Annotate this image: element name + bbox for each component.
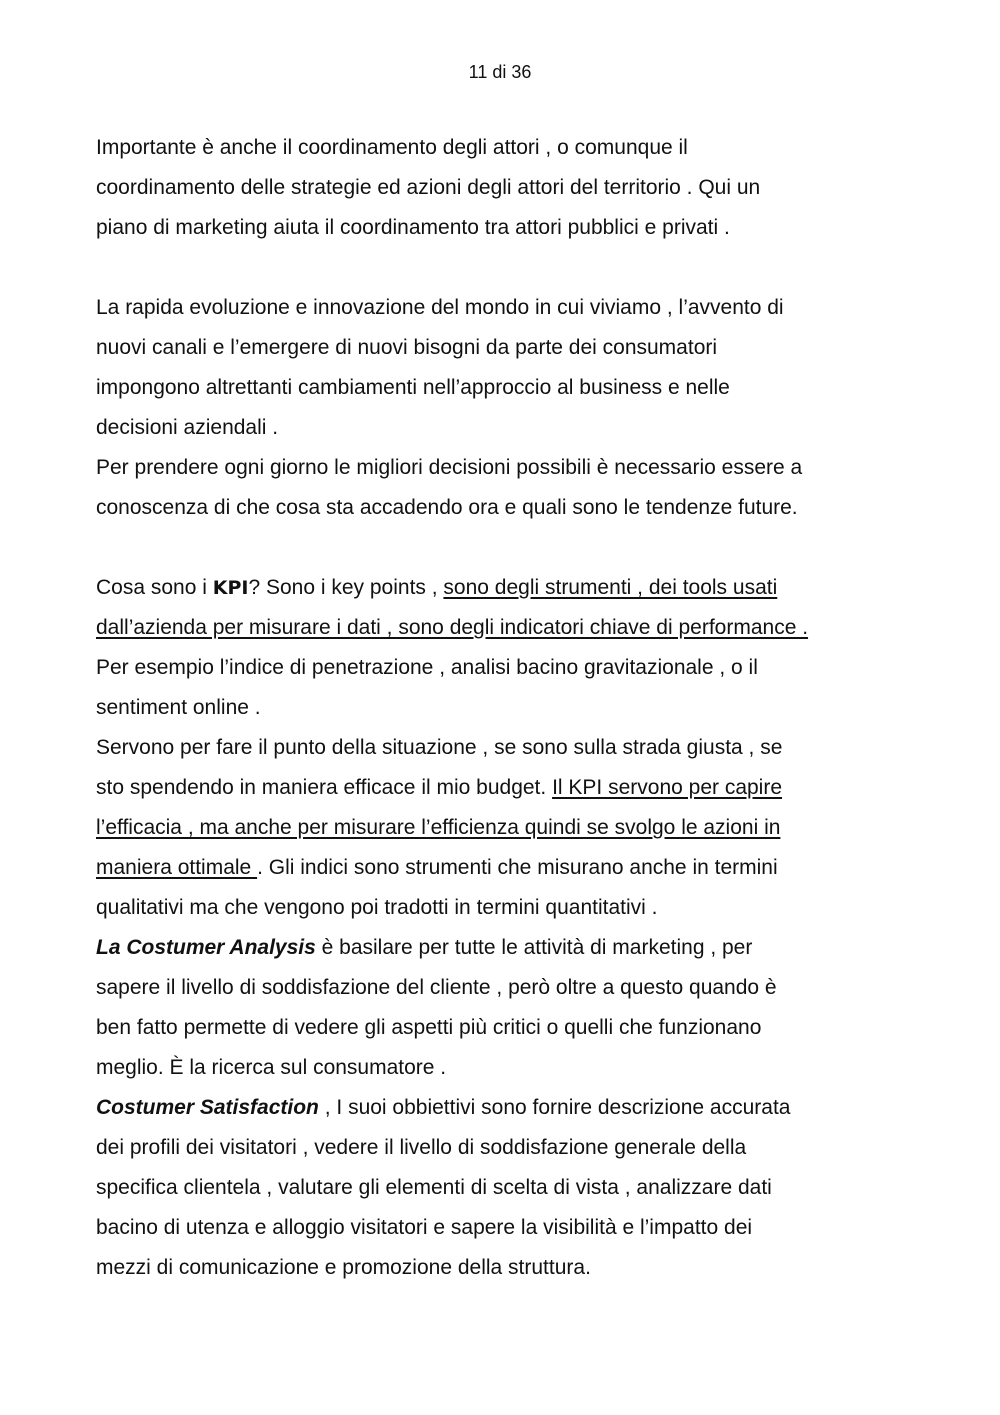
paragraph-evolution [96,288,916,448]
paragraph-coordination [96,128,916,248]
document-body [96,128,916,1288]
text-line: Importante è anche il coordinamento degli attori , o comunque il [96,136,688,159]
bold-italic-term: Costumer Satisfaction [96,1096,319,1119]
underlined-text: dall’azienda per misurare i dati , sono degli indicatori chiave di performance . [96,616,809,639]
text-segment: . Gli indici sono strumenti che misurano anche in termini [257,856,778,879]
underlined-text: maniera ottimale [96,856,258,879]
text-line: La rapida evoluzione e innovazione del mondo in cui viviamo , l’avvento di [96,296,784,319]
paragraph-decisions [96,448,916,528]
text-line: piano di marketing aiuta il coordinamento tra attori pubblici e privati . [96,216,730,239]
text-line: mezzi di comunicazione e promozione della struttura. [96,1256,591,1279]
paragraph-spacer [96,528,916,568]
underlined-text: Il KPI servono per capire [552,776,783,799]
text-line: decisioni aziendali . [96,416,279,439]
text-line: Servono per fare il punto della situazione , se sono sulla strada giusta , se [96,736,783,759]
underlined-text: l’efficacia , ma anche per misurare l’efficienza quindi se svolgo le azioni in [96,816,781,839]
text-line: ben fatto permette di vedere gli aspetti più critici o quelli che funzionano [96,1016,762,1039]
underlined-text: sono degli strumenti , dei tools usati [443,576,778,599]
text-line: conoscenza di che cosa sta accadendo ora e quali sono le tendenze future. [96,496,798,519]
paragraph-customer-satisfaction [96,1088,916,1288]
text-segment: Cosa sono i [96,576,213,599]
text-line: impongono altrettanti cambiamenti nell’approccio al business e nelle [96,376,730,399]
text-segment: , I suoi obbiettivi sono fornire descrizione accurata [318,1096,791,1119]
text-line: coordinamento delle strategie ed azioni degli attori del territorio . Qui un [96,176,761,199]
paragraph-spacer [96,248,916,288]
text-line: specifica clientela , valutare gli elementi di scelta di vista , analizzare dati [96,1176,772,1199]
text-line: bacino di utenza e alloggio visitatori e sapere la visibilità e l’impatto dei [96,1216,753,1239]
kpi-bold-term: KPI [212,577,249,599]
text-line: Per prendere ogni giorno le migliori decisioni possibili è necessario essere a [96,456,803,479]
text-line: dei profili dei visitatori , vedere il livello di soddisfazione generale della [96,1136,747,1159]
text-line: sapere il livello di soddisfazione del cliente , però oltre a questo quando è [96,976,777,999]
text-line: meglio. È la ricerca sul consumatore . [96,1056,447,1079]
paragraph-customer-analysis [96,928,916,1088]
page-number: 11 di 36 [468,62,532,82]
text-segment: ? Sono i key points , [248,576,444,599]
text-line: Per esempio l’indice di penetrazione , analisi bacino gravitazionale , o il [96,656,758,679]
paragraph-kpi [96,568,916,728]
text-line: qualitativi ma che vengono poi tradotti in termini quantitativi . [96,896,658,919]
paragraph-purpose [96,728,916,928]
text-segment: sto spendendo in maniera efficace il mio budget. [96,776,553,799]
bold-italic-term: La Costumer Analysis [96,936,316,959]
text-line: sentiment online . [96,696,261,719]
text-segment: è basilare per tutte le attività di marketing , per [315,936,753,959]
text-line: nuovi canali e l’emergere di nuovi bisogni da parte dei consumatori [96,336,718,359]
